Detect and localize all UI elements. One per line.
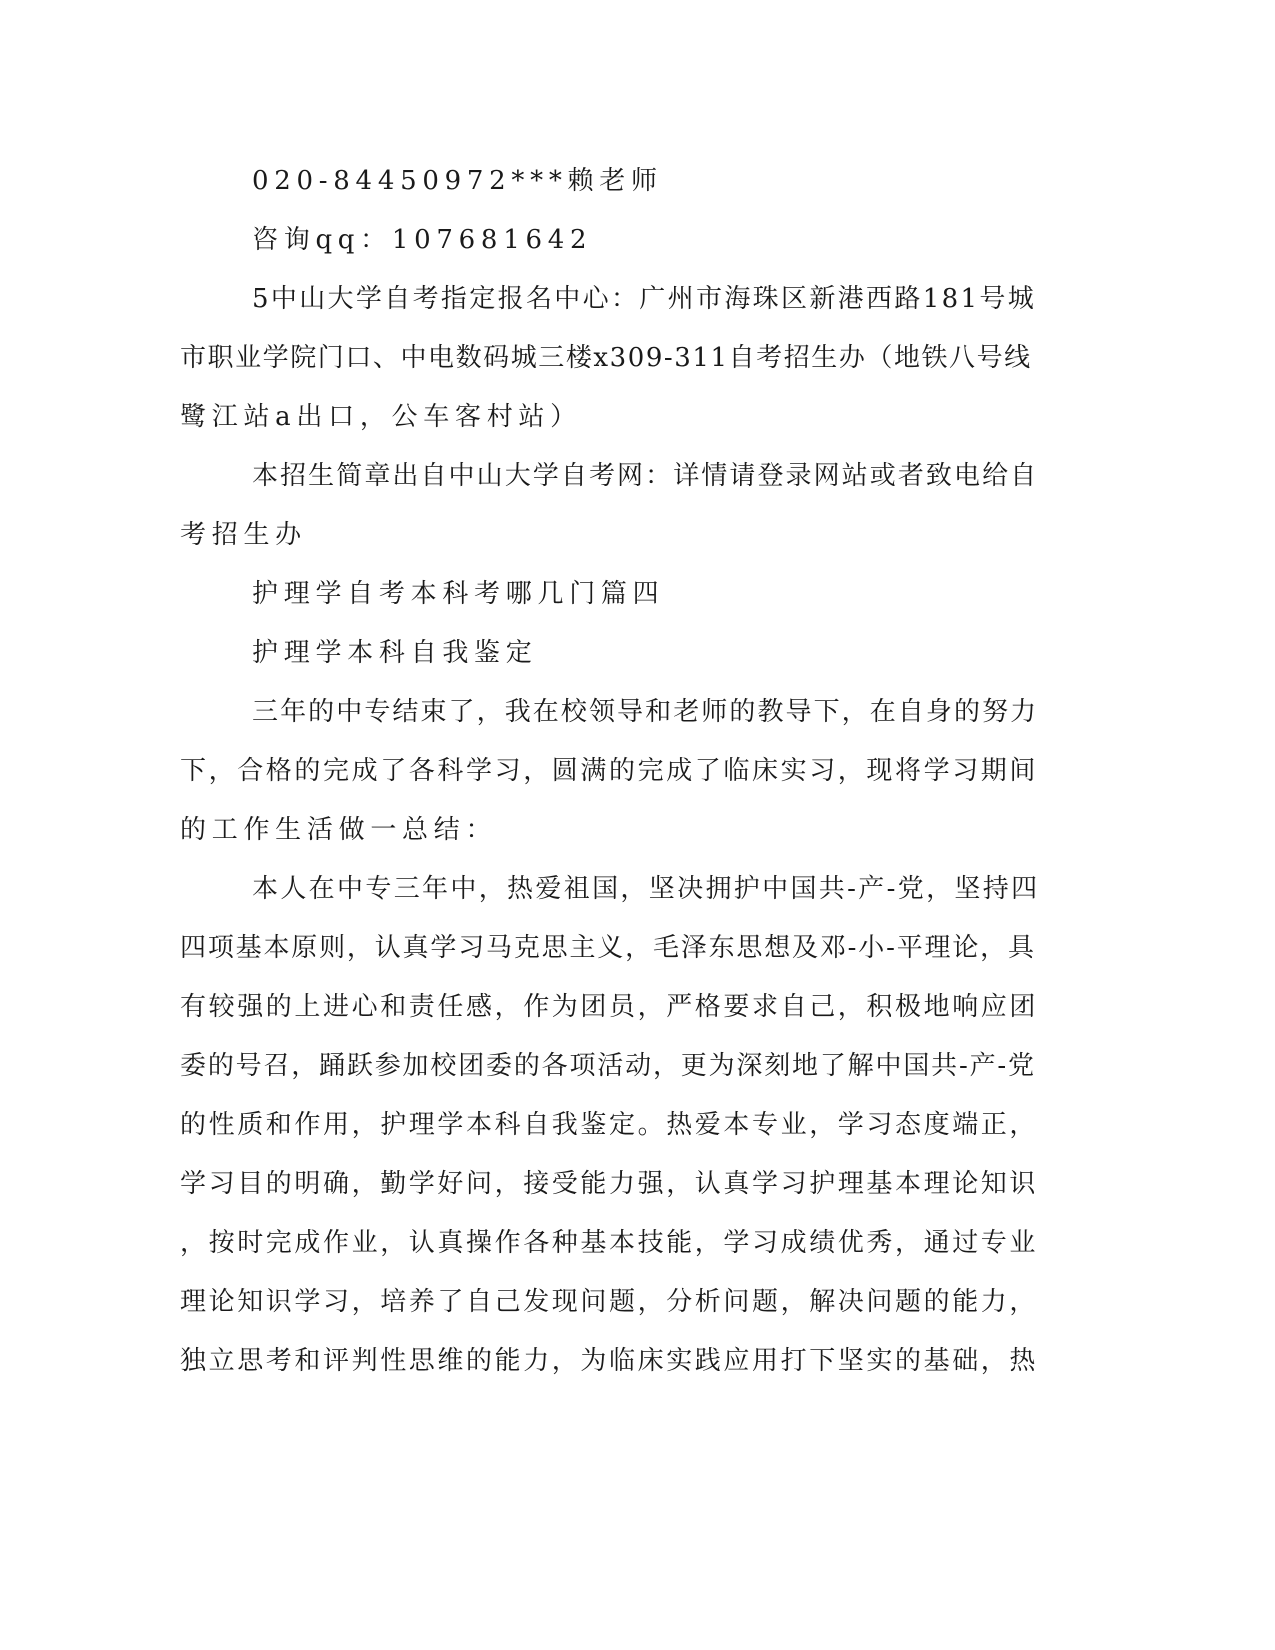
paragraph-line: 委的号召，踊跃参加校团委的各项活动，更为深刻地了解中国共-产-党 [180,1051,1036,1081]
paragraph-line: 的性质和作用，护理学本科自我鉴定。热爱本专业，学习态度端正， [180,1110,1039,1140]
paragraph-line: 本人在中专三年中，热爱祖国，坚决拥护中国共-产-党，坚持四 [252,874,1040,904]
paragraph-line: 理论知识学习，培养了自己发现问题，分析问题，解决问题的能力， [180,1287,1039,1317]
contact-qq-line: 咨询qq：107681642 [252,225,593,255]
paragraph-line: 鹭江站a出口，公车客村站） [180,402,582,432]
paragraph-line: 四项基本原则，认真学习马克思主义，毛泽东思想及邓-小-平理论，具 [180,933,1036,963]
contact-phone-line: 020-84450972***赖老师 [252,166,663,196]
paragraph-line: 有较强的上进心和责任感，作为团员，严格要求自己，积极地响应团 [180,992,1039,1022]
paragraph-line: 学习目的明确，勤学好问，接受能力强，认真学习护理基本理论知识 [180,1169,1039,1199]
document-title: 护理学本科自我鉴定 [252,638,538,668]
paragraph-line: ，按时完成作业，认真操作各种基本技能，学习成绩优秀，通过专业 [180,1228,1039,1258]
paragraph-line: 市职业学院门口、中电数码城三楼x309-311自考招生办（地铁八号线 [180,343,1032,373]
paragraph-line: 的工作生活做一总结： [180,815,498,845]
paragraph-line: 独立思考和评判性思维的能力，为临床实践应用打下坚实的基础，热 [180,1346,1039,1376]
paragraph-line: 三年的中专结束了，我在校领导和老师的教导下，在自身的努力 [252,697,1039,727]
paragraph-line: 下，合格的完成了各科学习，圆满的完成了临床实习，现将学习期间 [180,756,1039,786]
section-heading: 护理学自考本科考哪几门篇四 [252,579,665,609]
paragraph-line: 5中山大学自考指定报名中心：广州市海珠区新港西路181号城 [252,284,1037,314]
paragraph-line: 考招生办 [180,520,307,550]
paragraph-line: 本招生简章出自中山大学自考网：详情请登录网站或者致电给自 [252,461,1039,491]
